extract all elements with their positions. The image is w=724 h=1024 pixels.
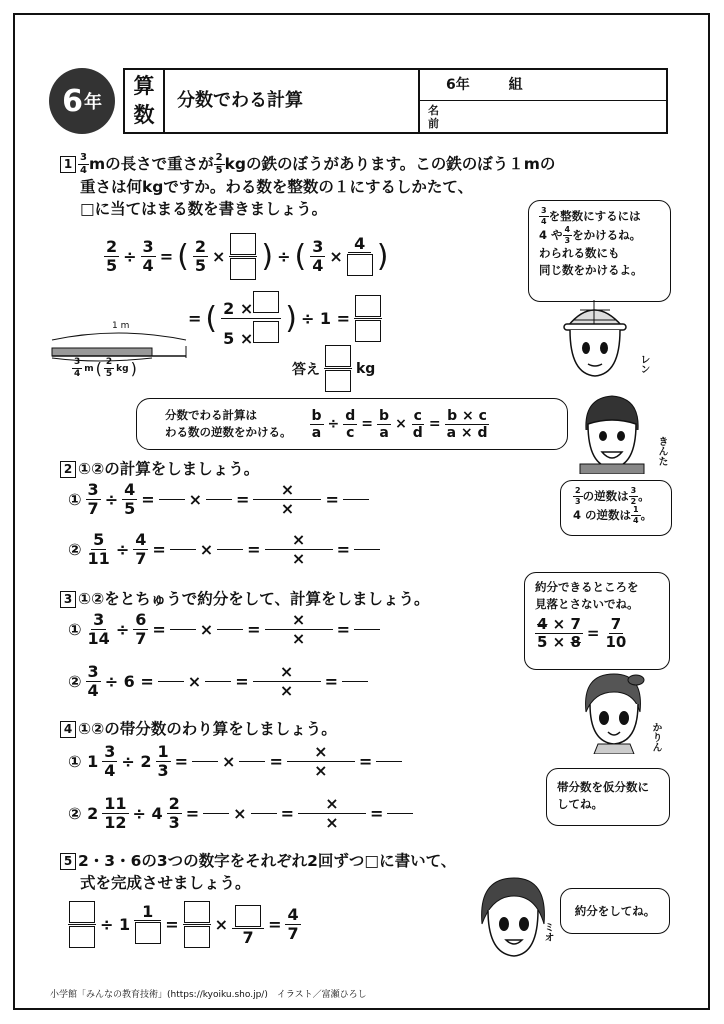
worksheet-title: 分数でわる計算 <box>177 90 303 111</box>
answer-box[interactable] <box>184 901 210 923</box>
answer-box[interactable] <box>69 901 95 923</box>
q4-title: 4 ①②の帯分数のわり算をしましょう。 <box>60 718 337 740</box>
name-field[interactable]: 名 前 <box>428 104 439 130</box>
answer-box[interactable] <box>69 926 95 948</box>
answer-box[interactable] <box>184 926 210 948</box>
bar-label: 1 m <box>112 321 130 331</box>
q3-problem-1: ① $\frac{3}{14}$ ÷ $\frac{6}{7}$ = × = $\frac{\times}{\times}$ = <box>68 612 380 647</box>
simplify-bubble-karin: 約分できるところを 見落とさないでね。 $\frac{4 \times 7}{5 \times 8}$ = $\frac{7}{10}$ <box>524 572 670 670</box>
answer-box[interactable] <box>325 345 351 367</box>
answer-box[interactable] <box>135 922 161 944</box>
subject-label: 算 数 <box>125 70 165 132</box>
q1-equation-2: = ( $\frac{2 \times}{5 \times}$ ) ÷ 1 = <box>188 290 382 347</box>
class-field[interactable]: 6年 組 <box>420 70 668 101</box>
q3-title: 3 ①②をとちゅうで約分をして、計算をしましょう。 <box>60 588 429 610</box>
answer-box[interactable] <box>355 295 381 317</box>
q2-problem-1: ① $\frac{3}{7}$ ÷ $\frac{4}{5}$ = × = $\frac{\times}{\times}$ = <box>68 482 369 517</box>
ren-character <box>560 296 630 384</box>
answer-box[interactable] <box>325 370 351 392</box>
q4-problem-2: ② 2 $\frac{11}{12}$ ÷ 4 $\frac{2}{3}$ = × = $\frac{\times}{\times}$ = <box>68 796 413 831</box>
reciprocal-bubble: $\frac{2}{3}$ の逆数は $\frac{3}{2}$ 。 4 の逆数は $\frac{1}{4}$ 。 <box>560 480 672 536</box>
q4-problem-1: ① 1 $\frac{3}{4}$ ÷ 2 $\frac{1}{3}$ = × = $\frac{\times}{\times}$ = <box>68 744 402 779</box>
q1-answer: 答え kg <box>292 344 375 393</box>
q5-text: 5 2・3・6の3つの数字をそれぞれ2回ずつ□に書いて、 式を完成させましょう。 <box>60 850 456 894</box>
mio-name: ミオ <box>542 922 553 942</box>
q3-problem-2: ② $\frac{3}{4}$ ÷ 6 = × = $\frac{\times}{\times}$ = <box>68 664 368 699</box>
karin-name: かりん <box>650 722 661 752</box>
q1-text: 1 $\frac{3}{4}$ mの長さで重さが $\frac{2}{5}$ kgの鉄のぼうがあります。この鉄のぼう１mの 重さは何kgですか。わる数を整数の１にするしかたて、 □に当てはまる数を書きましょう。 <box>60 153 620 220</box>
mio-character <box>476 874 550 962</box>
ren-name: レン <box>638 354 649 374</box>
q2-problem-2: ② $\frac{5}{11}$ ÷ $\frac{4}{7}$ = × = $\frac{\times}{\times}$ = <box>68 532 380 567</box>
answer-box[interactable] <box>253 291 279 313</box>
worksheet-header <box>123 68 668 134</box>
answer-box[interactable] <box>347 254 373 276</box>
hint-bubble-ren: $\frac{3}{4}$ を整数にするには 4 や $\frac{4}{3}$ をかけるね。 わられる数にも 同じ数をかけるよ。 <box>528 200 671 302</box>
q5-equation: ÷ 1 1 = × 7 = $\frac{4}{7}$ <box>68 900 301 949</box>
q2-title: 2 ①②の計算をしましょう。 <box>60 458 259 480</box>
answer-box[interactable] <box>230 258 256 280</box>
kinta-name: きんた <box>656 436 667 466</box>
mixed-number-bubble: 帯分数を仮分数に してね。 <box>546 768 670 826</box>
rule-bubble-kinta: 分数でわる計算は わる数の逆数をかける。 $\frac{b}{a}$ ÷ $\frac{d}{c}$ = $\frac{b}{a}$ × $\frac{c}{d}$ = $\frac{b \times c}{a \times d}$ <box>136 398 568 450</box>
q1-equation-1: $\frac{2}{5}$ ÷ $\frac{3}{4}$ = ( $\frac{2}{5}$ × ) ÷ ( $\frac{3}{4}$ × 4 ) <box>104 232 388 281</box>
student-info <box>418 70 668 132</box>
kinta-character <box>576 390 648 474</box>
answer-box[interactable] <box>235 905 261 927</box>
bar-diagram <box>48 322 198 392</box>
karin-character <box>578 668 648 754</box>
answer-box[interactable] <box>230 233 256 255</box>
grade-badge: 6 年 <box>49 68 115 134</box>
bar-sub-label: $\frac{3}{4}$ m ( $\frac{2}{5}$ kg ) <box>74 357 137 379</box>
mio-bubble: 約分をしてね。 <box>560 888 670 934</box>
answer-box[interactable] <box>355 320 381 342</box>
footer-credit: 小学館「みんなの教育技術」(https://kyoiku.sho.jp/) イラスト／富瀬ひろし <box>50 990 367 1000</box>
answer-box[interactable] <box>253 321 279 343</box>
